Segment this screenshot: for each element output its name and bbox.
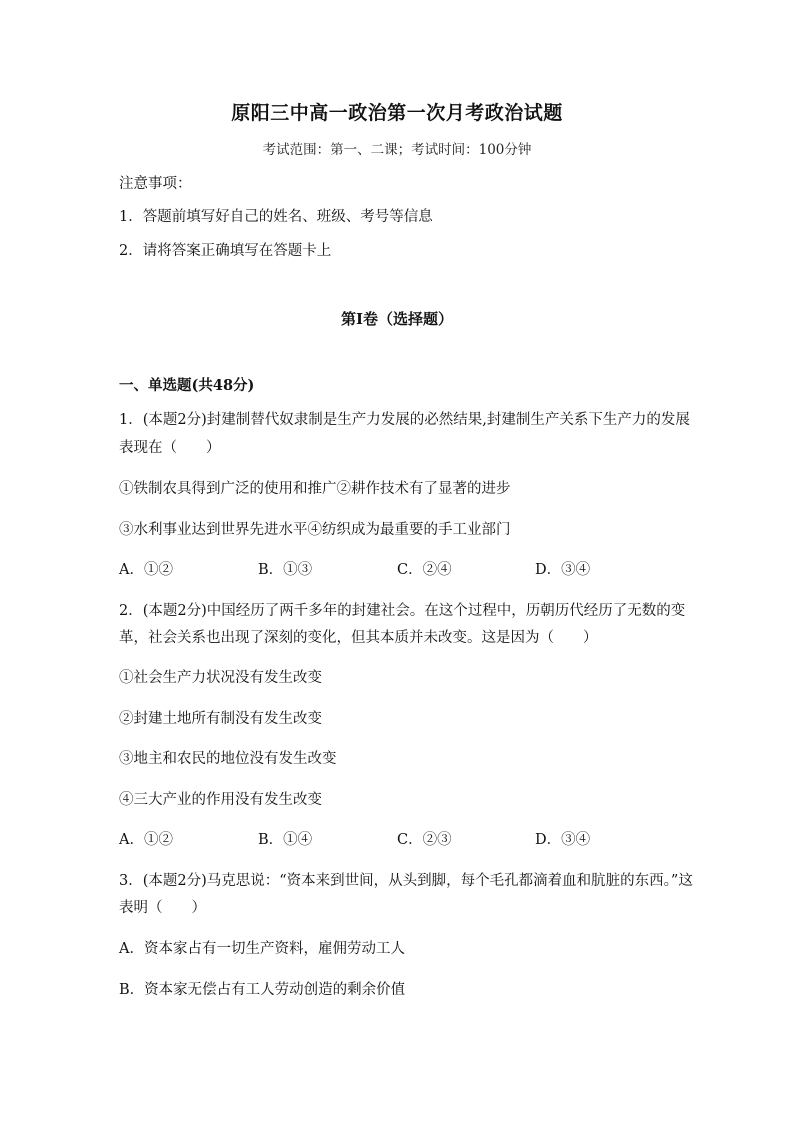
question-2-option-b: B．①④ xyxy=(258,832,313,848)
question-1-option-c: C．②④ xyxy=(397,562,452,578)
note-item-1: 1．答题前填写好自己的姓名、班级、考号等信息 xyxy=(119,209,433,225)
question-1-option-b: B．①③ xyxy=(258,562,313,578)
question-1-option-a: A．①② xyxy=(119,562,173,578)
exam-title: 原阳三中高一政治第一次月考政治试题 xyxy=(231,102,563,124)
section-title: 一、单选题(共48分) xyxy=(119,377,255,394)
question-3-stem-line-2: 表明（ ） xyxy=(119,900,206,916)
question-3-choice-a: A．资本家占有一切生产资料，雇佣劳动工人 xyxy=(119,941,405,957)
question-2-option-d: D．③④ xyxy=(535,832,591,848)
question-3-choice-b: B．资本家无偿占有工人劳动创造的剩余价值 xyxy=(119,982,406,998)
question-2-option-a: A．①② xyxy=(119,832,173,848)
question-1-option-d: D．③④ xyxy=(535,562,591,578)
question-2-option-c: C．②③ xyxy=(397,832,452,848)
question-1-statement-1: ①铁制农具得到广泛的使用和推广②耕作技术有了显著的进步 xyxy=(119,481,511,497)
exam-subtitle: 考试范围：第一、二课；考试时间：100分钟 xyxy=(262,142,532,158)
question-2-stem-line-2: 革，社会关系也出现了深刻的变化，但其本质并未改变。这是因为（ ） xyxy=(119,630,598,646)
question-3-stem-line-1: 3．(本题2分)马克思说：“资本来到世间，从头到脚，每个毛孔都滴着血和肮脏的东西。”这 xyxy=(119,873,693,889)
question-1-statement-2: ③水利事业达到世界先进水平④纺织成为最重要的手工业部门 xyxy=(119,522,511,538)
question-1-stem-line-2: 表现在（ ） xyxy=(119,440,221,456)
question-2-statement-1: ①社会生产力状况没有发生改变 xyxy=(119,670,322,686)
notes-heading: 注意事项： xyxy=(119,176,192,192)
question-2-statement-2: ②封建土地所有制没有发生改变 xyxy=(119,711,322,727)
question-2-statement-3: ③地主和农民的地位没有发生改变 xyxy=(119,751,337,767)
note-item-2: 2．请将答案正确填写在答题卡上 xyxy=(119,243,332,259)
question-2-stem-line-1: 2．(本题2分)中国经历了两千多年的封建社会。在这个过程中，历朝历代经历了无数的变 xyxy=(119,603,686,619)
question-1-stem-line-1: 1．(本题2分)封建制替代奴隶制是生产力发展的必然结果,封建制生产关系下生产力的发展 xyxy=(119,412,690,428)
volume-title: 第I卷（选择题） xyxy=(340,310,454,328)
question-2-statement-4: ④三大产业的作用没有发生改变 xyxy=(119,792,322,808)
